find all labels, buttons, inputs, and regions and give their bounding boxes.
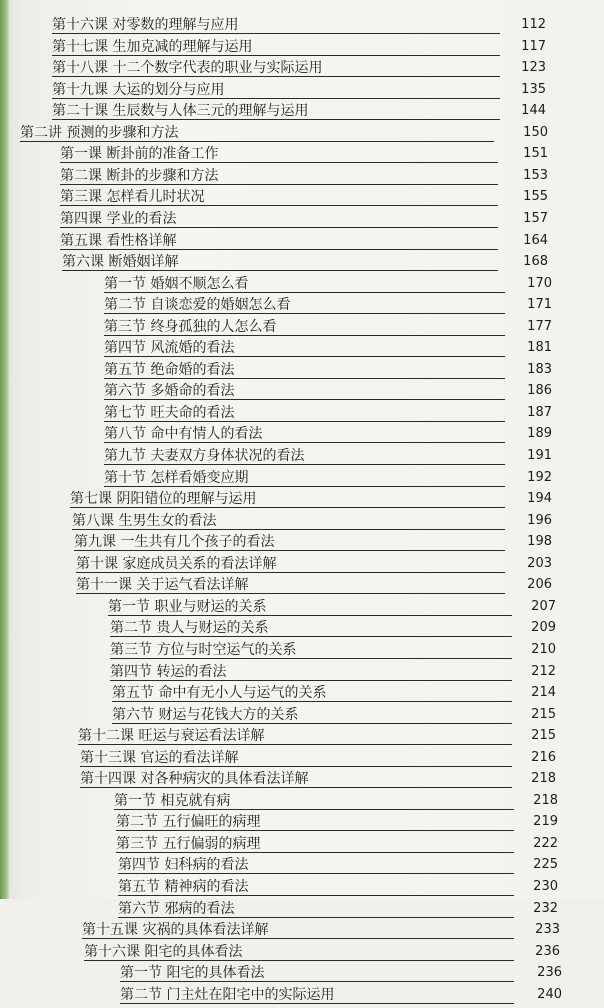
page-binding-edge <box>0 0 10 899</box>
toc-leader-line <box>82 938 514 939</box>
toc-entry-page-number: 233 <box>535 922 560 938</box>
toc-leader-line <box>120 981 514 982</box>
toc-leader-line <box>112 701 512 702</box>
toc-leader-line <box>52 33 500 34</box>
toc-entry-title: 第九节 夫妻双方身体状况的看法 <box>104 448 305 464</box>
toc-leader-line <box>116 852 514 853</box>
toc-entry-page-number: 117 <box>521 38 546 54</box>
toc-leader-line <box>62 270 498 271</box>
toc-entry-page-number: 164 <box>523 232 548 248</box>
toc-entry-title: 第十五课 灾祸的具体看法详解 <box>82 922 269 939</box>
toc-entry-title: 第十四课 对各种病灾的具体看法详解 <box>80 771 309 788</box>
toc-entry-page-number: 215 <box>531 706 556 722</box>
toc-leader-line <box>84 960 514 961</box>
toc-entry-page-number: 232 <box>533 900 558 916</box>
toc-entry-page-number: 183 <box>527 361 552 377</box>
toc-entry-page-number: 214 <box>531 685 556 701</box>
toc-entry-page-number: 209 <box>531 620 556 636</box>
toc-leader-line <box>52 119 500 120</box>
toc-entry-title: 第二节 自谈恋爱的婚姻怎么看 <box>104 297 291 314</box>
toc-leader-line <box>76 572 505 573</box>
toc-entry-page-number: 215 <box>531 728 556 744</box>
toc-entry-page-number: 236 <box>537 965 562 981</box>
toc-entry-page-number: 222 <box>533 835 558 851</box>
toc-entry-title: 第四节 转运的看法 <box>110 663 227 680</box>
toc-entry-title: 第五课 看性格详解 <box>60 232 177 249</box>
toc-leader-line <box>104 421 505 422</box>
toc-entry-title: 第二节 贵人与财运的关系 <box>110 620 269 637</box>
toc-entry-page-number: 196 <box>527 512 552 528</box>
toc-entry-page-number: 230 <box>533 879 558 894</box>
toc-entry-page-number: 218 <box>533 792 558 808</box>
toc-entry-page-number: 153 <box>523 167 548 183</box>
toc-leader-line <box>114 809 514 810</box>
toc-leader-line <box>60 162 498 163</box>
toc-entry-page-number: 206 <box>527 577 552 593</box>
toc-entry-title: 第六节 财运与花钱大方的关系 <box>112 706 299 723</box>
toc-entry-title: 第一节 阳宅的具体看法 <box>120 965 265 982</box>
toc-entry-title: 第二节 五行偏旺的病理 <box>116 814 261 831</box>
toc-entry-page-number: 171 <box>527 297 552 313</box>
toc-entry-page-number: 218 <box>531 771 556 787</box>
toc-entry-title: 第三节 五行偏弱的病理 <box>116 835 261 852</box>
toc-entry-title: 第四节 风流婚的看法 <box>104 340 235 357</box>
toc-entry-title: 第九课 一生共有几个孩子的看法 <box>74 534 275 551</box>
toc-entry <box>120 986 562 1008</box>
toc-entry-page-number: 187 <box>527 404 552 420</box>
toc-entry-title: 第二节 门主灶在阳宅中的实际运用 <box>120 986 335 1003</box>
toc-entry-title: 第十九课 大运的划分与应用 <box>52 81 225 98</box>
toc-entry-page-number: 219 <box>533 814 558 830</box>
toc-leader-line <box>104 356 505 357</box>
toc-entry-page-number: 177 <box>527 318 552 334</box>
toc-entry-page-number: 150 <box>523 124 548 140</box>
toc-leader-line <box>60 184 498 185</box>
toc-entry-page-number: 216 <box>531 749 556 765</box>
toc-leader-line <box>52 76 500 77</box>
toc-leader-line <box>104 313 505 314</box>
toc-entry-page-number: 181 <box>527 340 552 356</box>
toc-leader-line <box>116 830 514 831</box>
toc-entry-title: 第三课 怎样看儿时状况 <box>60 189 205 206</box>
toc-entry-page-number: 207 <box>531 598 556 614</box>
toc-entry-title: 第八节 命中有情人的看法 <box>104 426 263 443</box>
toc-entry-title: 第十三课 官运的看法详解 <box>80 749 239 766</box>
toc-entry-title: 第五节 绝命婚的看法 <box>104 361 235 378</box>
toc-leader-line <box>104 399 505 400</box>
toc-entry-title: 第五节 命中有无小人与运气的关系 <box>112 685 327 702</box>
toc-leader-line <box>108 615 512 616</box>
toc-entry-title: 第三节 终身孤独的人怎么看 <box>104 318 277 335</box>
toc-leader-line <box>20 141 494 142</box>
toc-entry-title: 第十节 怎样看婚变应期 <box>104 469 249 486</box>
toc-entry-page-number: 191 <box>527 448 552 463</box>
toc-entry-title: 第十二课 旺运与衰运看法详解 <box>78 728 265 745</box>
toc-entry-page-number: 123 <box>521 60 546 76</box>
toc-entry-title: 第十八课 十二个数字代表的职业与实际运用 <box>52 60 323 77</box>
toc-leader-line <box>110 658 512 659</box>
toc-entry-title: 第二讲 预测的步骤和方法 <box>20 124 179 141</box>
toc-entry-page-number: 240 <box>537 986 562 1002</box>
toc-entry-page-number: 194 <box>527 491 552 507</box>
toc-leader-line <box>70 507 505 508</box>
toc-leader-line <box>118 917 514 918</box>
toc-leader-line <box>78 744 512 745</box>
toc-entry-title: 第二课 断卦的步骤和方法 <box>60 167 219 184</box>
toc-entry-page-number: 135 <box>521 81 546 97</box>
toc-leader-line <box>118 895 514 896</box>
toc-leader-line <box>104 378 505 379</box>
toc-entry-page-number: 186 <box>527 383 552 399</box>
toc-entry-page-number: 157 <box>523 210 548 226</box>
toc-leader-line <box>110 636 512 637</box>
toc-leader-line <box>60 249 498 250</box>
toc-entry-title: 第一节 职业与财运的关系 <box>108 598 267 615</box>
toc-entry-title: 第一节 婚姻不顺怎么看 <box>104 275 249 292</box>
toc-entry-page-number: 189 <box>527 426 552 442</box>
toc-entry-title: 第六节 多婚命的看法 <box>104 383 235 400</box>
toc-entry-page-number: 112 <box>521 17 546 32</box>
toc-entry-page-number: 236 <box>535 943 560 959</box>
toc-entry-title: 第六节 邪病的看法 <box>118 900 235 917</box>
toc-entry-title: 第三节 方位与时空运气的关系 <box>110 641 297 658</box>
toc-leader-line <box>80 787 512 788</box>
toc-leader-line <box>112 723 512 724</box>
toc-entry-title: 第一课 断卦前的准备工作 <box>60 146 219 163</box>
toc-entry-page-number: 192 <box>527 469 552 485</box>
toc-leader-line <box>60 205 498 206</box>
toc-leader-line <box>74 550 505 551</box>
toc-leader-line <box>104 335 505 336</box>
toc-leader-line <box>60 227 498 228</box>
toc-entry-title: 第五节 精神病的看法 <box>118 879 249 895</box>
toc-entry-page-number: 203 <box>527 555 552 571</box>
toc-entry-title: 第十课 家庭成员关系的看法详解 <box>76 555 277 572</box>
toc-entry-page-number: 198 <box>527 534 552 550</box>
toc-entry-page-number: 170 <box>527 275 552 291</box>
toc-entry-title: 第十七课 生加克减的理解与运用 <box>52 38 253 55</box>
toc-leader-line <box>120 1003 514 1004</box>
toc-entry-page-number: 225 <box>533 857 558 873</box>
toc-leader-line <box>110 680 512 681</box>
toc-leader-line <box>80 766 512 767</box>
toc-entry-page-number: 168 <box>523 254 548 270</box>
toc-entry-title: 第二十课 生辰数与人体三元的理解与运用 <box>52 103 309 120</box>
toc-leader-line <box>52 98 500 99</box>
toc-entry-page-number: 144 <box>521 103 546 119</box>
toc-leader-line <box>104 442 505 443</box>
toc-leader-line <box>104 464 505 465</box>
toc-entry-title: 第四课 学业的看法 <box>60 210 177 227</box>
toc-entry-title: 第七节 旺夫命的看法 <box>104 404 235 421</box>
toc-leader-line <box>72 529 505 530</box>
toc-leader-line <box>104 292 505 293</box>
toc-entry-page-number: 151 <box>523 146 548 162</box>
toc-entry-title: 第一节 相克就有病 <box>114 792 231 809</box>
toc-leader-line <box>52 55 500 56</box>
toc-entry-title: 第六课 断婚姻详解 <box>62 254 179 271</box>
toc-entry-page-number: 155 <box>523 189 548 205</box>
toc-entry-title: 第七课 阴阳错位的理解与运用 <box>70 491 257 508</box>
toc-entry-title: 第八课 生男生女的看法 <box>72 512 217 529</box>
toc-leader-line <box>104 486 505 487</box>
toc-entry-title: 第十六课 对零数的理解与应用 <box>52 17 239 33</box>
toc-entry-page-number: 210 <box>531 641 556 657</box>
toc-entry-page-number: 212 <box>531 663 556 679</box>
toc-entry-title: 第十一课 关于运气看法详解 <box>76 577 249 594</box>
toc-entry-title: 第十六课 阳宅的具体看法 <box>84 943 243 960</box>
toc-leader-line <box>118 873 514 874</box>
toc-entry-title: 第四节 妇科病的看法 <box>118 857 249 874</box>
toc-leader-line <box>76 593 505 594</box>
